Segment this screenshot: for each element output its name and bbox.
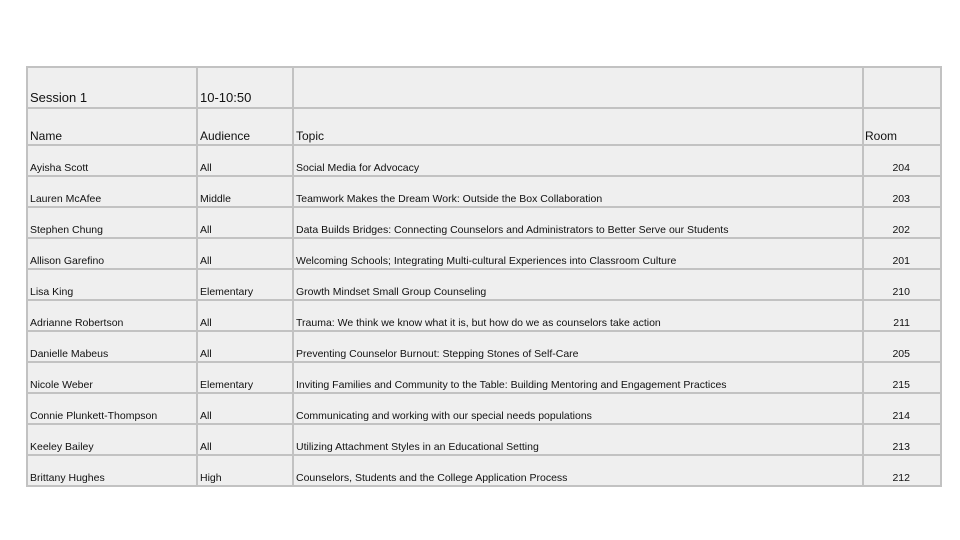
cell-topic: Growth Mindset Small Group Counseling [293,269,863,300]
header-name: Name [27,108,197,145]
cell-room: 205 [863,331,941,362]
cell-name: Keeley Bailey [27,424,197,455]
header-topic: Topic [293,108,863,145]
cell-audience: All [197,393,293,424]
cell-topic: Inviting Families and Community to the Table: Building Mentoring and Engagement Practices [293,362,863,393]
table-row [27,362,941,393]
table-row [27,145,941,176]
cell-room: 202 [863,207,941,238]
cell-name: Stephen Chung [27,207,197,238]
cell-audience: All [197,145,293,176]
cell-topic: Communicating and working with our special needs populations [293,393,863,424]
cell-room: 204 [863,145,941,176]
empty-cell [293,67,863,108]
cell-name: Connie Plunkett-Thompson [27,393,197,424]
table-row [27,300,941,331]
cell-room: 203 [863,176,941,207]
cell-name: Ayisha Scott [27,145,197,176]
header-audience: Audience [197,108,293,145]
cell-audience: Elementary [197,362,293,393]
cell-name: Lauren McAfee [27,176,197,207]
table-row [27,238,941,269]
session-schedule [26,66,940,487]
cell-topic: Social Media for Advocacy [293,145,863,176]
cell-audience: All [197,238,293,269]
cell-topic: Welcoming Schools; Integrating Multi-cultural Experiences into Classroom Culture [293,238,863,269]
cell-name: Brittany Hughes [27,455,197,486]
header-row [27,108,941,145]
cell-name: Lisa King [27,269,197,300]
table-row [27,455,941,486]
empty-cell [863,67,941,108]
table-row [27,331,941,362]
cell-room: 215 [863,362,941,393]
cell-name: Adrianne Robertson [27,300,197,331]
cell-audience: All [197,331,293,362]
table-row [27,393,941,424]
schedule-table [26,66,942,487]
cell-topic: Trauma: We think we know what it is, but how do we as counselors take action [293,300,863,331]
cell-room: 212 [863,455,941,486]
cell-audience: All [197,424,293,455]
table-row [27,269,941,300]
cell-topic: Preventing Counselor Burnout: Stepping Stones of Self-Care [293,331,863,362]
cell-room: 213 [863,424,941,455]
cell-room: 210 [863,269,941,300]
cell-topic: Utilizing Attachment Styles in an Educational Setting [293,424,863,455]
cell-audience: All [197,207,293,238]
table-row [27,207,941,238]
cell-topic: Data Builds Bridges: Connecting Counselors and Administrators to Better Serve our Students [293,207,863,238]
cell-audience: High [197,455,293,486]
cell-topic: Teamwork Makes the Dream Work: Outside the Box Collaboration [293,176,863,207]
session-time: 10-10:50 [197,67,293,108]
cell-topic: Counselors, Students and the College Application Process [293,455,863,486]
cell-audience: Middle [197,176,293,207]
cell-audience: All [197,300,293,331]
cell-name: Nicole Weber [27,362,197,393]
cell-name: Danielle Mabeus [27,331,197,362]
cell-room: 211 [863,300,941,331]
header-room: Room [863,108,941,145]
cell-audience: Elementary [197,269,293,300]
cell-room: 214 [863,393,941,424]
table-row [27,424,941,455]
table-row [27,176,941,207]
session-label: Session 1 [27,67,197,108]
cell-room: 201 [863,238,941,269]
cell-name: Allison Garefino [27,238,197,269]
session-row [27,67,941,108]
